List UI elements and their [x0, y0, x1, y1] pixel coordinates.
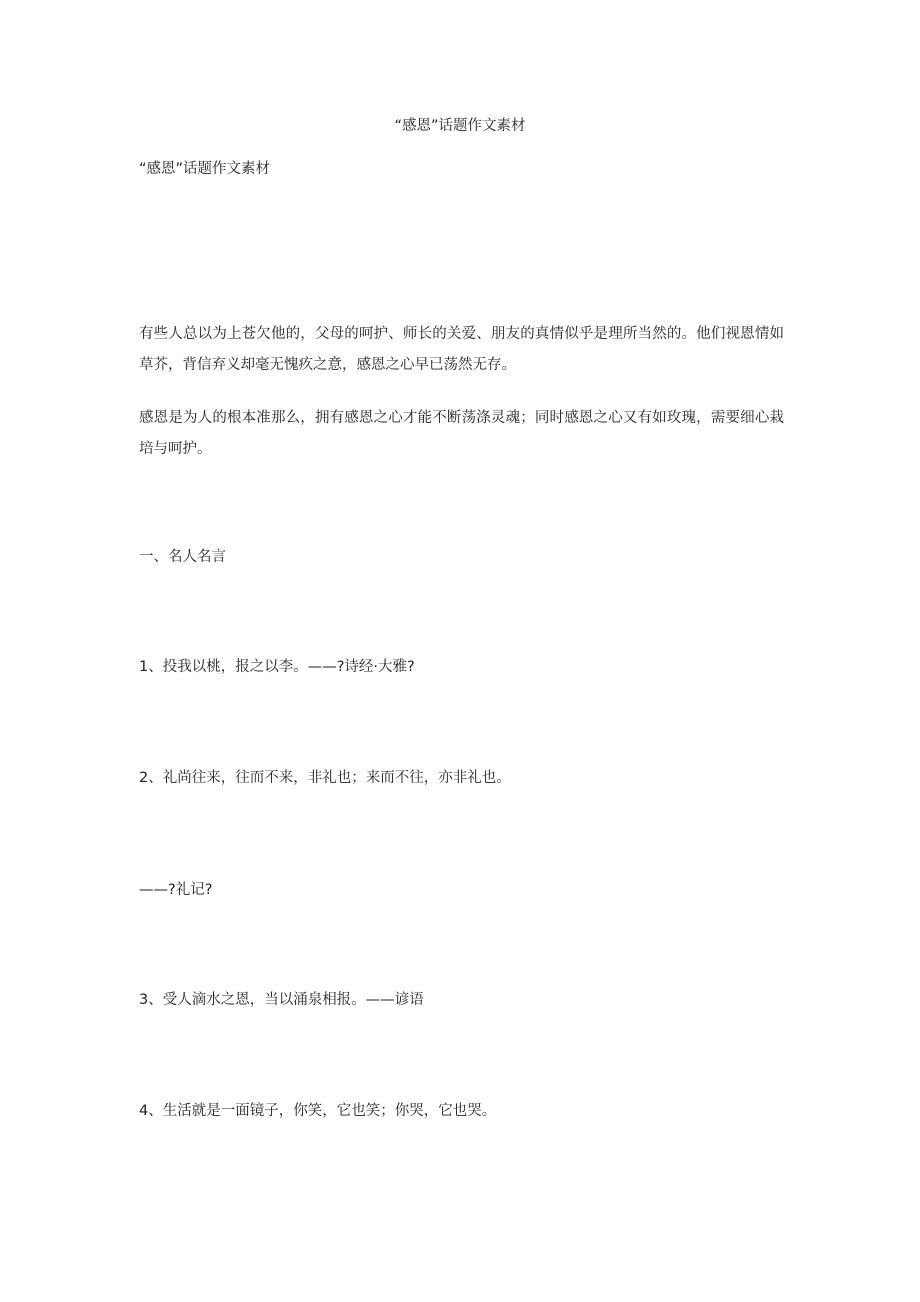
quote-2: 2、礼尚往来，往而不来，非礼也；来而不往，亦非礼也。 [139, 770, 511, 786]
paragraph-gratitude: 感恩是为人的根本准那么，拥有感恩之心才能不断荡涤灵魂；同时感恩之心又有如玫瑰，需要细心栽培与呵护。 [139, 410, 784, 457]
document-subtitle: “感恩”话题作文素材 [139, 161, 271, 177]
document-title: “感恩”话题作文素材 [394, 118, 526, 134]
paragraph-intro: 有些人总以为上苍欠他的，父母的呵护、师长的关爱、朋友的真情似乎是理所当然的。他们视恩情如草芥，背信弃义却毫无愧疚之意，感恩之心早已荡然无存。 [139, 326, 784, 373]
quote-4: 4、生活就是一面镜子，你笑，它也笑；你哭，它也哭。 [139, 1103, 497, 1119]
section-heading: 一、名人名言 [139, 549, 226, 565]
quote-1: 1、投我以桃，报之以李。——?诗经·大雅? [139, 659, 415, 675]
quote-3: 3、受人滴水之恩，当以涌泉相报。——谚语 [139, 992, 424, 1008]
quote-2-source: ——?礼记? [139, 882, 213, 898]
